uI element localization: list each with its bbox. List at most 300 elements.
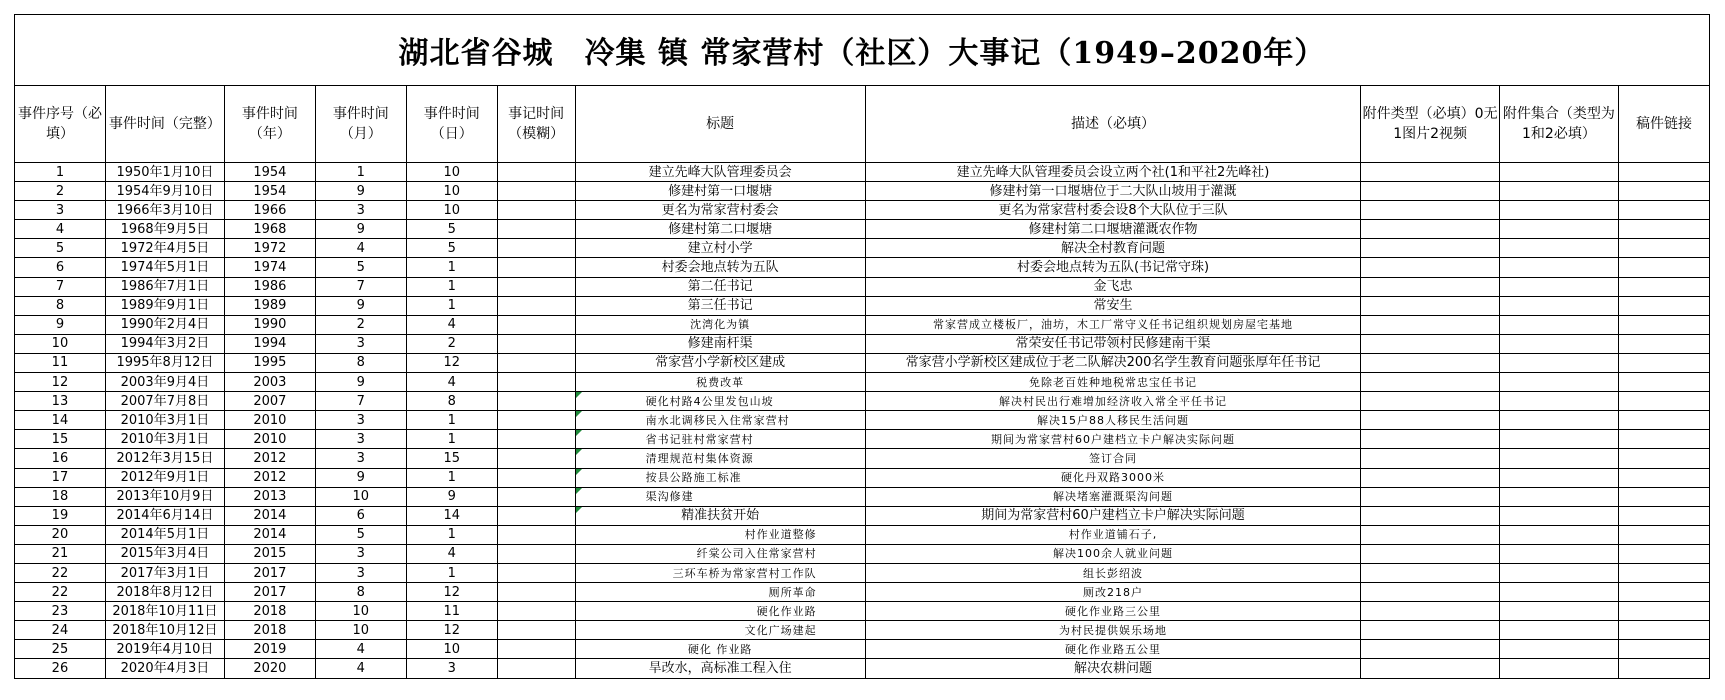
attachments-cell xyxy=(1499,201,1618,220)
event-year-cell: 2020 xyxy=(224,659,315,678)
attachment-type-cell xyxy=(1361,220,1500,239)
fuzzy-time-cell xyxy=(497,563,575,582)
chronicle-table xyxy=(14,85,1710,679)
attachment-type-cell xyxy=(1361,201,1500,220)
event-year-cell: 2003 xyxy=(224,373,315,392)
event-description-cell: 签订合同 xyxy=(865,449,1361,468)
event-description-cell: 村委会地点转为五队(书记常守珠) xyxy=(865,258,1361,277)
event-no-cell: 22 xyxy=(15,583,106,602)
attachment-type-cell xyxy=(1361,659,1500,678)
fuzzy-time-cell xyxy=(497,487,575,506)
event-no-cell: 23 xyxy=(15,602,106,621)
table-row xyxy=(15,182,1710,201)
attachment-type-cell xyxy=(1361,583,1500,602)
fuzzy-time-cell xyxy=(497,468,575,487)
table-row xyxy=(15,468,1710,487)
attachment-type-cell xyxy=(1361,525,1500,544)
link-cell xyxy=(1618,602,1709,621)
event-title-cell: 清理规范村集体资源 xyxy=(575,449,865,468)
link-cell xyxy=(1618,621,1709,640)
event-month-cell: 3 xyxy=(315,544,406,563)
attachments-cell xyxy=(1499,163,1618,182)
attachment-type-cell xyxy=(1361,258,1500,277)
event-title-cell: 村作业道整修 xyxy=(575,525,865,544)
fuzzy-time-cell xyxy=(497,544,575,563)
attachments-cell xyxy=(1499,315,1618,334)
event-no-cell: 25 xyxy=(15,640,106,659)
event-day-cell: 1 xyxy=(406,277,497,296)
table-row xyxy=(15,583,1710,602)
attachments-cell xyxy=(1499,392,1618,411)
event-title-cell: 按县公路施工标准 xyxy=(575,468,865,487)
attachment-type-cell xyxy=(1361,296,1500,315)
event-day-cell: 12 xyxy=(406,621,497,640)
event-day-cell: 3 xyxy=(406,659,497,678)
event-month-cell: 7 xyxy=(315,392,406,411)
event-date-cell: 2007年7月8日 xyxy=(105,392,224,411)
col-header-description: 描述（必填） xyxy=(865,86,1361,163)
event-date-cell: 2003年9月4日 xyxy=(105,373,224,392)
event-no-cell: 7 xyxy=(15,277,106,296)
event-title-cell: 旱改水，高标准工程入住 xyxy=(575,659,865,678)
event-description-cell: 厕改218户 xyxy=(865,583,1361,602)
fuzzy-time-cell xyxy=(497,373,575,392)
event-day-cell: 12 xyxy=(406,353,497,372)
fuzzy-time-cell xyxy=(497,411,575,430)
attachments-cell xyxy=(1499,640,1618,659)
fuzzy-time-cell xyxy=(497,525,575,544)
link-cell xyxy=(1618,544,1709,563)
event-title-cell: 硬化村路4公里发包山坡 xyxy=(575,392,865,411)
event-title-cell: 税费改革 xyxy=(575,373,865,392)
link-cell xyxy=(1618,182,1709,201)
table-row xyxy=(15,640,1710,659)
event-month-cell: 10 xyxy=(315,621,406,640)
event-title-cell: 修建村第二口堰塘 xyxy=(575,220,865,239)
link-cell xyxy=(1618,659,1709,678)
attachment-type-cell xyxy=(1361,277,1500,296)
event-day-cell: 10 xyxy=(406,201,497,220)
fuzzy-time-cell xyxy=(497,430,575,449)
attachments-cell xyxy=(1499,411,1618,430)
event-year-cell: 2019 xyxy=(224,640,315,659)
event-no-cell: 5 xyxy=(15,239,106,258)
fuzzy-time-cell xyxy=(497,659,575,678)
attachments-cell xyxy=(1499,659,1618,678)
col-header-year: 事件时间（年） xyxy=(224,86,315,163)
event-day-cell: 4 xyxy=(406,373,497,392)
fuzzy-time-cell xyxy=(497,315,575,334)
event-no-cell: 17 xyxy=(15,468,106,487)
event-year-cell: 1986 xyxy=(224,277,315,296)
link-cell xyxy=(1618,163,1709,182)
attachments-cell xyxy=(1499,430,1618,449)
event-no-cell: 21 xyxy=(15,544,106,563)
event-month-cell: 3 xyxy=(315,449,406,468)
link-cell xyxy=(1618,334,1709,353)
event-year-cell: 1994 xyxy=(224,334,315,353)
event-month-cell: 9 xyxy=(315,373,406,392)
fuzzy-time-cell xyxy=(497,449,575,468)
event-day-cell: 1 xyxy=(406,258,497,277)
event-description-cell: 常家营小学新校区建成位于老二队解决200名学生教育问题张厚年任书记 xyxy=(865,353,1361,372)
link-cell xyxy=(1618,296,1709,315)
col-header-title: 标题 xyxy=(575,86,865,163)
event-year-cell: 2013 xyxy=(224,487,315,506)
event-description-cell: 硬化丹双路3000米 xyxy=(865,468,1361,487)
event-no-cell: 22 xyxy=(15,563,106,582)
event-description-cell: 修建村第二口堰塘灌溉农作物 xyxy=(865,220,1361,239)
event-title-cell: 硬化作业路 xyxy=(575,602,865,621)
event-no-cell: 16 xyxy=(15,449,106,468)
event-day-cell: 1 xyxy=(406,525,497,544)
event-month-cell: 2 xyxy=(315,315,406,334)
table-body xyxy=(15,163,1710,679)
fuzzy-time-cell xyxy=(497,506,575,525)
attachments-cell xyxy=(1499,544,1618,563)
attachment-type-cell xyxy=(1361,487,1500,506)
event-day-cell: 5 xyxy=(406,220,497,239)
event-date-cell: 2013年10月9日 xyxy=(105,487,224,506)
event-description-cell: 解决全村教育问题 xyxy=(865,239,1361,258)
event-title-cell: 精准扶贫开始 xyxy=(575,506,865,525)
table-row xyxy=(15,487,1710,506)
event-month-cell: 3 xyxy=(315,411,406,430)
attachments-cell xyxy=(1499,563,1618,582)
col-header-attachments: 附件集合（类型为1和2必填） xyxy=(1499,86,1618,163)
attachments-cell xyxy=(1499,296,1618,315)
event-no-cell: 1 xyxy=(15,163,106,182)
event-year-cell: 2017 xyxy=(224,563,315,582)
event-date-cell: 1994年3月2日 xyxy=(105,334,224,353)
col-header-attachment-type: 附件类型（必填）0无1图片2视频 xyxy=(1361,86,1500,163)
event-year-cell: 2007 xyxy=(224,392,315,411)
event-year-cell: 1954 xyxy=(224,163,315,182)
event-description-cell: 组长彭绍波 xyxy=(865,563,1361,582)
fuzzy-time-cell xyxy=(497,258,575,277)
attachment-type-cell xyxy=(1361,621,1500,640)
event-year-cell: 2018 xyxy=(224,602,315,621)
link-cell xyxy=(1618,449,1709,468)
attachments-cell xyxy=(1499,602,1618,621)
table-row xyxy=(15,659,1710,678)
event-year-cell: 2010 xyxy=(224,430,315,449)
event-description-cell: 修建村第一口堰塘位于二大队山坡用于灌溉 xyxy=(865,182,1361,201)
chronicle-sheet xyxy=(14,14,1710,679)
attachment-type-cell xyxy=(1361,602,1500,621)
table-row xyxy=(15,163,1710,182)
attachment-type-cell xyxy=(1361,468,1500,487)
event-month-cell: 9 xyxy=(315,182,406,201)
event-description-cell: 更名为常家营村委会设8个大队位于三队 xyxy=(865,201,1361,220)
fuzzy-time-cell xyxy=(497,640,575,659)
event-day-cell: 2 xyxy=(406,334,497,353)
event-description-cell: 硬化作业路三公里 xyxy=(865,602,1361,621)
fuzzy-time-cell xyxy=(497,182,575,201)
event-day-cell: 12 xyxy=(406,583,497,602)
table-row xyxy=(15,506,1710,525)
table-row xyxy=(15,392,1710,411)
fuzzy-time-cell xyxy=(497,296,575,315)
event-day-cell: 5 xyxy=(406,239,497,258)
event-description-cell: 建立先峰大队管理委员会设立两个社(1和平社2先峰社) xyxy=(865,163,1361,182)
event-year-cell: 2014 xyxy=(224,525,315,544)
event-day-cell: 1 xyxy=(406,563,497,582)
event-year-cell: 1966 xyxy=(224,201,315,220)
table-row xyxy=(15,258,1710,277)
event-no-cell: 14 xyxy=(15,411,106,430)
event-date-cell: 1950年1月10日 xyxy=(105,163,224,182)
attachments-cell xyxy=(1499,353,1618,372)
event-day-cell: 4 xyxy=(406,315,497,334)
link-cell xyxy=(1618,525,1709,544)
fuzzy-time-cell xyxy=(497,163,575,182)
event-date-cell: 2018年10月12日 xyxy=(105,621,224,640)
event-month-cell: 4 xyxy=(315,640,406,659)
event-description-cell: 金飞忠 xyxy=(865,277,1361,296)
table-row xyxy=(15,621,1710,640)
event-title-cell: 建立村小学 xyxy=(575,239,865,258)
attachment-type-cell xyxy=(1361,182,1500,201)
event-day-cell: 1 xyxy=(406,430,497,449)
link-cell xyxy=(1618,239,1709,258)
event-year-cell: 1972 xyxy=(224,239,315,258)
link-cell xyxy=(1618,353,1709,372)
event-day-cell: 8 xyxy=(406,392,497,411)
col-header-link: 稿件链接 xyxy=(1618,86,1709,163)
event-description-cell: 期间为常家营村60户建档立卡户解决实际问题 xyxy=(865,430,1361,449)
link-cell xyxy=(1618,468,1709,487)
col-header-month: 事件时间（月） xyxy=(315,86,406,163)
fuzzy-time-cell xyxy=(497,334,575,353)
event-no-cell: 24 xyxy=(15,621,106,640)
event-date-cell: 2015年3月4日 xyxy=(105,544,224,563)
link-cell xyxy=(1618,583,1709,602)
event-title-cell: 三环车桥为常家营村工作队 xyxy=(575,563,865,582)
fuzzy-time-cell xyxy=(497,353,575,372)
attachments-cell xyxy=(1499,506,1618,525)
event-month-cell: 1 xyxy=(315,163,406,182)
table-row xyxy=(15,525,1710,544)
table-row xyxy=(15,602,1710,621)
attachments-cell xyxy=(1499,449,1618,468)
event-date-cell: 2014年6月14日 xyxy=(105,506,224,525)
attachments-cell xyxy=(1499,583,1618,602)
event-description-cell: 常家营成立楼板厂，油坊，木工厂常守义任书记组织规划房屋宅基地 xyxy=(865,315,1361,334)
event-year-cell: 2014 xyxy=(224,506,315,525)
event-date-cell: 2010年3月1日 xyxy=(105,411,224,430)
attachments-cell xyxy=(1499,468,1618,487)
table-row xyxy=(15,239,1710,258)
event-title-cell: 省书记驻村常家营村 xyxy=(575,430,865,449)
event-description-cell: 解决村民出行难增加经济收入常全平任书记 xyxy=(865,392,1361,411)
col-header-fuzzy-time: 事记时间（模糊） xyxy=(497,86,575,163)
event-month-cell: 10 xyxy=(315,487,406,506)
table-row xyxy=(15,277,1710,296)
event-date-cell: 1968年9月5日 xyxy=(105,220,224,239)
event-date-cell: 2010年3月1日 xyxy=(105,430,224,449)
event-day-cell: 9 xyxy=(406,487,497,506)
col-header-date: 事件时间（完整） xyxy=(105,86,224,163)
attachments-cell xyxy=(1499,334,1618,353)
attachment-type-cell xyxy=(1361,449,1500,468)
event-year-cell: 1974 xyxy=(224,258,315,277)
event-year-cell: 2010 xyxy=(224,411,315,430)
page-title: 湖北省谷城 冷集 镇 常家营村（社区）大事记（1949–2020年） xyxy=(14,14,1710,85)
fuzzy-time-cell xyxy=(497,392,575,411)
fuzzy-time-cell xyxy=(497,201,575,220)
event-day-cell: 14 xyxy=(406,506,497,525)
event-title-cell: 厕所革命 xyxy=(575,583,865,602)
event-no-cell: 6 xyxy=(15,258,106,277)
event-day-cell: 11 xyxy=(406,602,497,621)
event-description-cell: 常荣安任书记带领村民修建南干渠 xyxy=(865,334,1361,353)
event-month-cell: 4 xyxy=(315,239,406,258)
event-description-cell: 为村民提供娱乐场地 xyxy=(865,621,1361,640)
link-cell xyxy=(1618,392,1709,411)
link-cell xyxy=(1618,277,1709,296)
event-title-cell: 纤棠公司入住常家营村 xyxy=(575,544,865,563)
fuzzy-time-cell xyxy=(497,602,575,621)
event-day-cell: 10 xyxy=(406,163,497,182)
fuzzy-time-cell xyxy=(497,621,575,640)
event-date-cell: 1990年2月4日 xyxy=(105,315,224,334)
attachments-cell xyxy=(1499,525,1618,544)
event-description-cell: 期间为常家营村60户建档立卡户解决实际问题 xyxy=(865,506,1361,525)
event-month-cell: 7 xyxy=(315,277,406,296)
event-year-cell: 1990 xyxy=(224,315,315,334)
attachments-cell xyxy=(1499,239,1618,258)
event-date-cell: 2018年8月12日 xyxy=(105,583,224,602)
event-month-cell: 3 xyxy=(315,334,406,353)
event-day-cell: 10 xyxy=(406,182,497,201)
event-title-cell: 修建村第一口堰塘 xyxy=(575,182,865,201)
table-row xyxy=(15,563,1710,582)
event-no-cell: 15 xyxy=(15,430,106,449)
fuzzy-time-cell xyxy=(497,220,575,239)
event-month-cell: 5 xyxy=(315,525,406,544)
event-month-cell: 8 xyxy=(315,353,406,372)
event-date-cell: 2014年5月1日 xyxy=(105,525,224,544)
fuzzy-time-cell xyxy=(497,583,575,602)
attachment-type-cell xyxy=(1361,430,1500,449)
event-title-cell: 第二任书记 xyxy=(575,277,865,296)
event-date-cell: 1966年3月10日 xyxy=(105,201,224,220)
attachment-type-cell xyxy=(1361,506,1500,525)
event-month-cell: 9 xyxy=(315,468,406,487)
event-year-cell: 2015 xyxy=(224,544,315,563)
event-date-cell: 1989年9月1日 xyxy=(105,296,224,315)
table-row xyxy=(15,334,1710,353)
attachment-type-cell xyxy=(1361,640,1500,659)
attachment-type-cell xyxy=(1361,563,1500,582)
link-cell xyxy=(1618,411,1709,430)
event-no-cell: 3 xyxy=(15,201,106,220)
event-description-cell: 解决15户88人移民生活问题 xyxy=(865,411,1361,430)
event-no-cell: 11 xyxy=(15,353,106,372)
table-row xyxy=(15,449,1710,468)
attachment-type-cell xyxy=(1361,163,1500,182)
event-title-cell: 沈湾化为镇 xyxy=(575,315,865,334)
event-title-cell: 硬化 作业路 xyxy=(575,640,865,659)
attachments-cell xyxy=(1499,220,1618,239)
attachments-cell xyxy=(1499,182,1618,201)
event-no-cell: 12 xyxy=(15,373,106,392)
event-no-cell: 9 xyxy=(15,315,106,334)
table-row xyxy=(15,220,1710,239)
attachments-cell xyxy=(1499,487,1618,506)
attachment-type-cell xyxy=(1361,353,1500,372)
event-date-cell: 2017年3月1日 xyxy=(105,563,224,582)
attachment-type-cell xyxy=(1361,334,1500,353)
event-date-cell: 2018年10月11日 xyxy=(105,602,224,621)
event-day-cell: 4 xyxy=(406,544,497,563)
event-no-cell: 20 xyxy=(15,525,106,544)
table-row xyxy=(15,430,1710,449)
fuzzy-time-cell xyxy=(497,239,575,258)
table-row xyxy=(15,296,1710,315)
link-cell xyxy=(1618,201,1709,220)
event-month-cell: 3 xyxy=(315,430,406,449)
link-cell xyxy=(1618,640,1709,659)
event-date-cell: 2019年4月10日 xyxy=(105,640,224,659)
event-month-cell: 3 xyxy=(315,563,406,582)
link-cell xyxy=(1618,506,1709,525)
event-no-cell: 10 xyxy=(15,334,106,353)
event-month-cell: 10 xyxy=(315,602,406,621)
link-cell xyxy=(1618,563,1709,582)
event-description-cell: 免除老百姓种地税常忠宝任书记 xyxy=(865,373,1361,392)
attachments-cell xyxy=(1499,621,1618,640)
event-description-cell: 解决农耕问题 xyxy=(865,659,1361,678)
event-no-cell: 13 xyxy=(15,392,106,411)
event-year-cell: 1989 xyxy=(224,296,315,315)
table-row xyxy=(15,411,1710,430)
event-month-cell: 4 xyxy=(315,659,406,678)
event-day-cell: 1 xyxy=(406,468,497,487)
attachment-type-cell xyxy=(1361,544,1500,563)
attachment-type-cell xyxy=(1361,411,1500,430)
event-title-cell: 常家营小学新校区建成 xyxy=(575,353,865,372)
event-title-cell: 南水北调移民入住常家营村 xyxy=(575,411,865,430)
event-year-cell: 1968 xyxy=(224,220,315,239)
event-day-cell: 15 xyxy=(406,449,497,468)
event-date-cell: 1974年5月1日 xyxy=(105,258,224,277)
event-description-cell: 解决堵塞灌溉渠沟问题 xyxy=(865,487,1361,506)
event-month-cell: 9 xyxy=(315,220,406,239)
header-row xyxy=(15,86,1710,163)
event-month-cell: 5 xyxy=(315,258,406,277)
link-cell xyxy=(1618,487,1709,506)
event-month-cell: 3 xyxy=(315,201,406,220)
event-no-cell: 19 xyxy=(15,506,106,525)
event-date-cell: 2012年9月1日 xyxy=(105,468,224,487)
event-no-cell: 8 xyxy=(15,296,106,315)
attachment-type-cell xyxy=(1361,315,1500,334)
event-title-cell: 建立先峰大队管理委员会 xyxy=(575,163,865,182)
event-month-cell: 6 xyxy=(315,506,406,525)
event-year-cell: 1995 xyxy=(224,353,315,372)
event-date-cell: 1972年4月5日 xyxy=(105,239,224,258)
event-description-cell: 解决100余人就业问题 xyxy=(865,544,1361,563)
event-year-cell: 2017 xyxy=(224,583,315,602)
event-month-cell: 8 xyxy=(315,583,406,602)
attachments-cell xyxy=(1499,258,1618,277)
event-day-cell: 1 xyxy=(406,296,497,315)
event-title-cell: 文化广场建起 xyxy=(575,621,865,640)
event-year-cell: 2012 xyxy=(224,468,315,487)
table-row xyxy=(15,315,1710,334)
